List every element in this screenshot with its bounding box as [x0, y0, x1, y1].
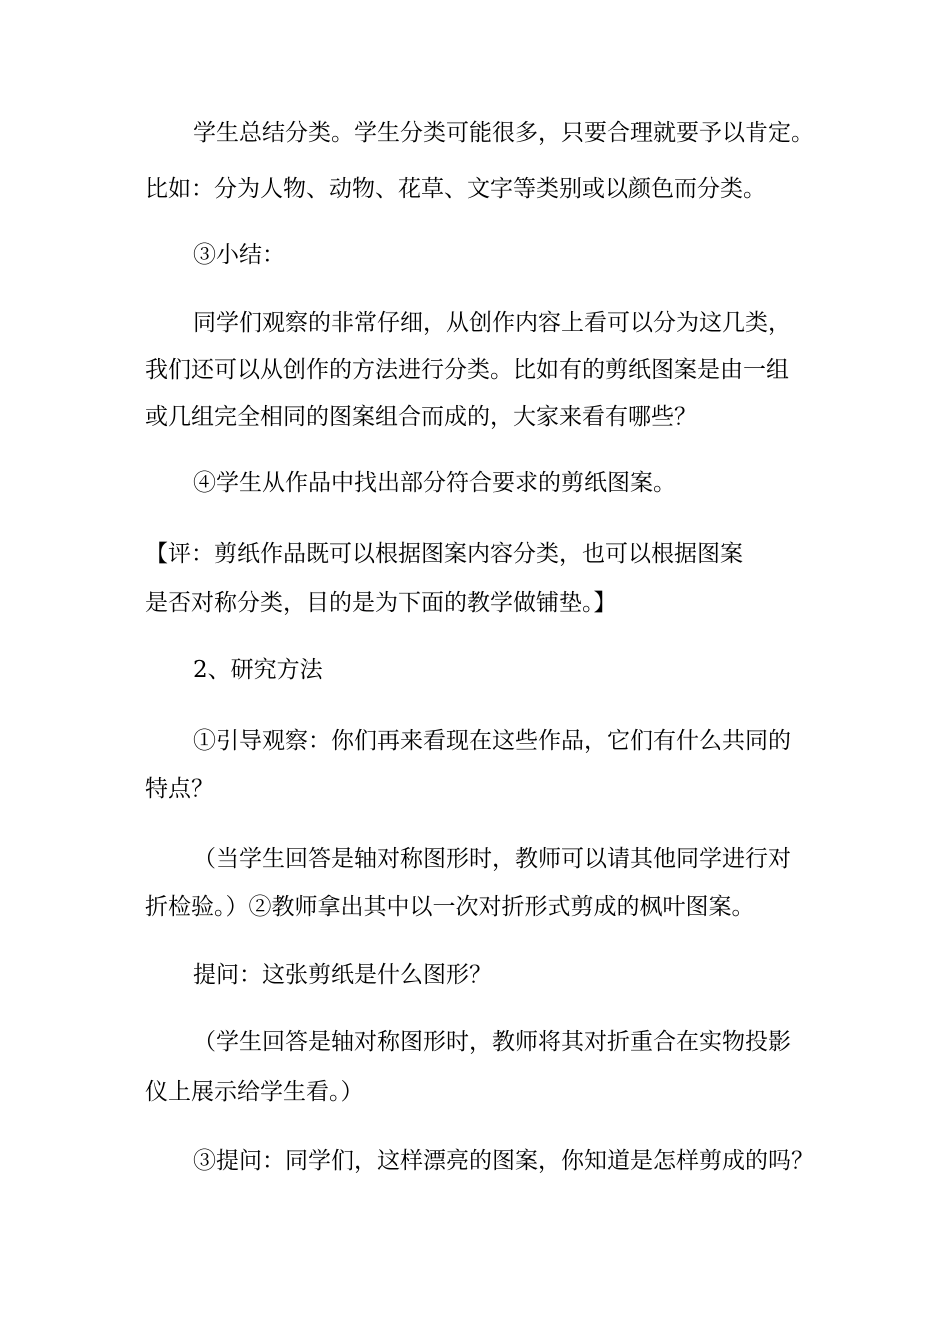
comment-line: 是否对称分类，目的是为下面的教学做铺垫。】	[145, 590, 617, 616]
paragraph-line: 特点？	[145, 776, 214, 802]
section-heading: 2、研究方法	[193, 657, 323, 683]
paragraph-line: 仪上展示给学生看。）	[145, 1079, 364, 1105]
paragraph-line: 同学们观察的非常仔细，从创作内容上看可以分为这几类，	[193, 310, 791, 336]
paragraph-line: ③提问：同学们，这样漂亮的图案，你知道是怎样剪成的吗？	[193, 1148, 814, 1174]
paragraph-line: （学生回答是轴对称图形时，教师将其对折重合在实物投影	[193, 1029, 791, 1055]
paragraph-line: 提问：这张剪纸是什么图形？	[193, 962, 492, 988]
section-heading: ③小结：	[193, 242, 285, 268]
paragraph-line: （当学生回答是轴对称图形时，教师可以请其他同学进行对	[193, 846, 791, 872]
paragraph-line: 比如：分为人物、动物、花草、文字等类别或以颜色而分类。	[145, 176, 766, 202]
paragraph-line: 学生总结分类。学生分类可能很多，只要合理就要予以肯定。	[193, 120, 814, 146]
paragraph-line: ④学生从作品中找出部分符合要求的剪纸图案。	[193, 470, 676, 496]
comment-line: 【评：剪纸作品既可以根据图案内容分类，也可以根据图案	[145, 541, 743, 567]
paragraph-line: ①引导观察：你们再来看现在这些作品，它们有什么共同的	[193, 728, 791, 754]
paragraph-line: 或几组完全相同的图案组合而成的，大家来看有哪些？	[145, 404, 697, 430]
paragraph-line: 我们还可以从创作的方法进行分类。比如有的剪纸图案是由一组	[145, 357, 789, 383]
paragraph-line: 折检验。）②教师拿出其中以一次对折形式剪成的枫叶图案。	[145, 894, 755, 920]
